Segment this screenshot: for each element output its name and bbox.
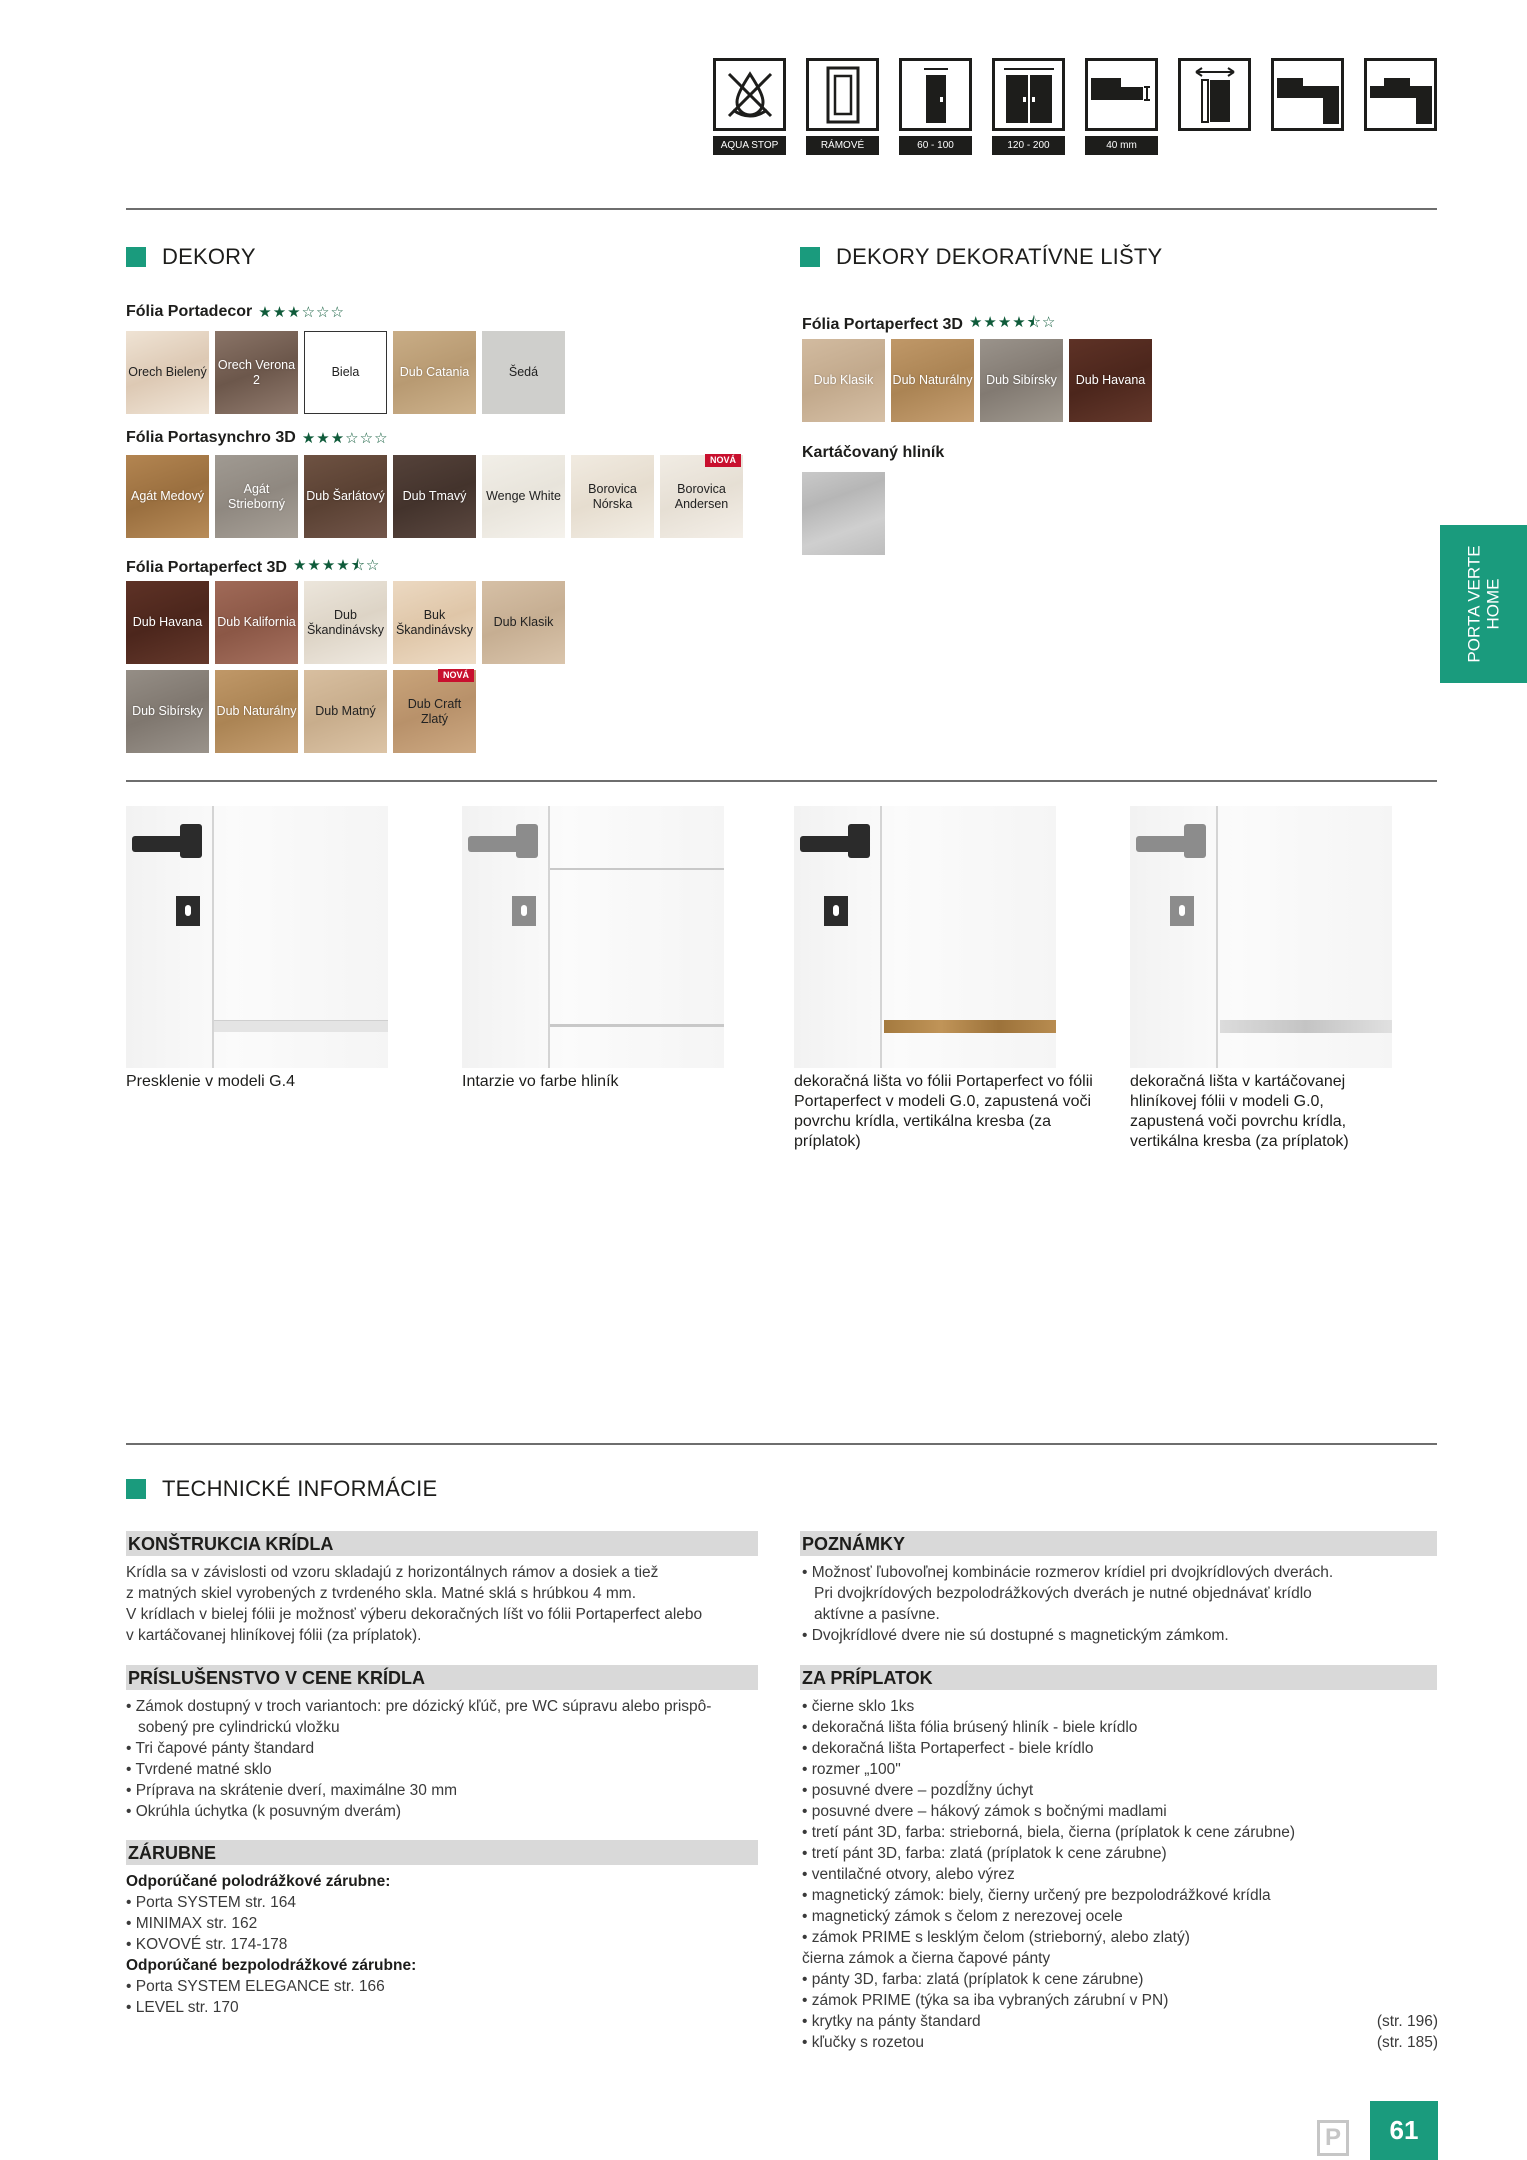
side-tab-text — [1465, 545, 1503, 662]
section-title-dekory — [126, 244, 256, 270]
section-title-text: DEKORY — [162, 244, 256, 269]
swatch-label: Dub Škandinávsky — [306, 607, 385, 637]
swatch-row-portaperfect-2 — [126, 670, 476, 753]
list-item-text: dekoračná lišta Portaperfect - biele krídlo — [811, 1740, 1094, 1757]
swatch-label: Orech Verona 2 — [217, 357, 296, 387]
list-item-text: posuvné dvere – hákový zámok s bočnými madlami — [811, 1803, 1167, 1820]
side-tab-line: HOME — [1483, 578, 1503, 630]
divider — [126, 780, 1437, 782]
swatch-label: Agát Strieborný — [228, 481, 285, 511]
section-title-text: DEKORY DEKORATÍVNE LIŠTY — [836, 244, 1163, 269]
list-item-text: rozmer „100" — [811, 1761, 901, 1778]
swatch[interactable] — [802, 339, 885, 422]
glass-strip — [214, 1020, 388, 1032]
rating-stars: ★★★★⯪☆ — [968, 314, 1057, 331]
subsection-title: Fólia Portaperfect 3D — [802, 315, 963, 333]
swatch[interactable] — [126, 331, 209, 414]
subsection-portadecor — [126, 303, 345, 321]
icon-cell — [899, 58, 972, 155]
section-title-listy — [800, 244, 1162, 270]
list-item-text: KOVOVÉ str. 174-178 — [135, 1936, 288, 1953]
swatch-label: Agát Medový — [131, 489, 204, 503]
list-item-with-ref — [802, 2032, 1438, 2053]
swatch-label: Dub Matný — [315, 704, 376, 718]
swatch-label: Šedá — [508, 365, 539, 379]
swatch-label: Borovica Andersen — [674, 481, 729, 511]
list-item: • zámok PRIME s lesklým čelom (strieborný, alebo zlatý) — [802, 1929, 1190, 1946]
inlay-line — [550, 868, 724, 870]
icon-cell — [1178, 58, 1251, 155]
icon-label: RÁMOVÉ — [806, 136, 879, 155]
swatch-row-portaperfect-1 — [126, 581, 565, 664]
icon-label: 60 - 100 — [899, 136, 972, 155]
swatch-label: Dub Tmavý — [402, 489, 467, 503]
list-item-text: čierne sklo 1ks — [811, 1698, 915, 1715]
swatch-label: Dub Havana — [132, 615, 203, 629]
list-subheading: Odporúčané bezpolodrážkové zárubne: — [126, 1957, 417, 1974]
door-edge — [880, 806, 882, 1068]
rating-stars: ★★★★⯪☆ — [292, 557, 381, 574]
swatch[interactable] — [393, 670, 476, 753]
photo-caption: dekoračná lišta vo fólii Portaperfect vo fólii Portaperfect v modeli G.0, zapustená voči povrchu krídla, vertikálna kresba (za príplatok) — [794, 1073, 1093, 1150]
swatch-label: Dub Naturálny — [216, 704, 297, 718]
swatch-label: Dub Havana — [1075, 373, 1146, 387]
door-side-width-icon — [1178, 58, 1251, 131]
subsection-title: Kartáčovaný hliník — [802, 444, 945, 461]
photo-caption: dekoračná lišta v kartáčovanej hliníkovej fólii v modeli G.0, zapustená voči povrchu krídla, vertikálna kresba (za príplatok) — [1130, 1073, 1349, 1150]
swatch[interactable] — [393, 455, 476, 538]
subsection-listy-portaperfect — [802, 312, 1056, 337]
door-handle-rose — [180, 824, 202, 858]
swatch-label: Dub Craft Zlatý — [407, 696, 462, 726]
icon-label: AQUA STOP — [713, 136, 786, 155]
list-item-text: Možnosť ľubovoľnej kombinácie rozmerov krídiel pri dvojkrídlových dverách. Pri dvojkrídových bezpolodrážkových dverách je nutné objednávať krídlo aktívne a pasívne. — [811, 1564, 1334, 1623]
tech-heading-priplatok — [800, 1665, 1437, 1690]
decor-strip — [884, 1020, 1056, 1033]
swatch-label: Dub Sibírsky — [986, 373, 1057, 387]
new-badge: NOVÁ — [705, 454, 741, 467]
swatch-label: Dub Sibírsky — [132, 704, 203, 718]
door-handle-rose — [1184, 824, 1206, 858]
list-item-text: posuvné dvere – pozdĺžny úchyt — [811, 1782, 1034, 1799]
decor-strip — [1220, 1020, 1392, 1033]
list-item-text: ventilačné otvory, alebo výrez — [811, 1866, 1015, 1883]
swatch-label: Borovica Nórska — [588, 481, 637, 511]
list-item: • ventilačné otvory, alebo výrez — [802, 1866, 1015, 1883]
door-edge — [548, 806, 550, 1068]
rating-stars: ★★★☆☆☆ — [301, 430, 389, 447]
list-item-with-ref — [802, 2011, 1438, 2032]
photo-caption: Presklenie v modeli G.4 — [126, 1073, 295, 1090]
list-item-text: kľučky s rozetou — [811, 2034, 924, 2051]
list-item: • tretí pánt 3D, farba: strieborná, biela, čierna (príplatok k cene zárubne) — [802, 1824, 1296, 1841]
swatch-row-portasynchro — [126, 455, 743, 538]
tech-heading-text: PRÍSLUŠENSTVO V CENE KRÍDLA — [128, 1668, 426, 1688]
tech-heading-text: KONŠTRUKCIA KRÍDLA — [128, 1534, 334, 1554]
swatch[interactable] — [304, 455, 387, 538]
door-handle-rose — [848, 824, 870, 858]
text-line: Krídla sa v závislosti od vzoru skladajú z horizontálnych rámov a dosiek a tiež — [126, 1564, 659, 1581]
tech-heading-prislusenstvo — [126, 1665, 758, 1690]
list-item: • LEVEL str. 170 — [126, 1999, 239, 2016]
photo-caption: Intarzie vo farbe hliník — [462, 1073, 619, 1090]
list-item-text: zámok PRIME s lesklým čelom (strieborný, alebo zlatý) — [811, 1929, 1190, 1946]
list-item-text: MINIMAX str. 162 — [135, 1915, 258, 1932]
list-item: • dekoračná lišta fólia brúsený hliník - biele krídlo — [802, 1719, 1138, 1736]
icon-cell — [1364, 58, 1437, 155]
tech-heading-zarubne — [126, 1840, 758, 1865]
subsection-title: Fólia Portasynchro 3D — [126, 429, 296, 446]
logo-letter: P — [1324, 2124, 1341, 2151]
door-thickness-icon — [1085, 58, 1158, 131]
side-tab-line: PORTA VERTE — [1464, 545, 1484, 663]
rating-stars: ★★★☆☆☆ — [258, 304, 345, 321]
list-item-text: magnetický zámok: biely, čierny určený pre bezpolodrážkové krídla — [811, 1887, 1271, 1904]
swatch-row-listy — [802, 339, 1152, 422]
icon-cell — [1085, 58, 1158, 155]
list-item: • pánty 3D, farba: zlatá (príplatok k cene zárubne) — [802, 1971, 1144, 1988]
swatch[interactable] — [304, 331, 387, 414]
list-item: • kľučky s rozetou — [802, 2034, 924, 2051]
swatch[interactable] — [215, 670, 298, 753]
tech-heading-text: ZÁRUBNE — [128, 1843, 216, 1863]
swatch-label: Dub Šarlátový — [306, 489, 385, 503]
swatch[interactable] — [126, 670, 209, 753]
prislusenstvo-list — [126, 1696, 756, 1822]
photo-detail — [462, 806, 724, 1068]
list-item-text: dekoračná lišta fólia brúsený hliník - biele krídlo — [811, 1719, 1138, 1736]
list-item-text: Porta SYSTEM str. 164 — [135, 1894, 296, 1911]
door-profile-icon — [1271, 58, 1344, 131]
list-item: • Možnosť ľubovoľnej kombinácie rozmerov krídiel pri dvojkrídlových dverách. Pri dvojkrídových bezpolodrážkových dverách je nutné objednávať krídlo aktívne a pasívne. — [802, 1564, 1334, 1623]
list-item: • Dvojkrídlové dvere nie sú dostupné s magnetickým zámkom. — [802, 1627, 1229, 1644]
door-profile-alt-icon — [1364, 58, 1437, 131]
list-item-text: Dvojkrídlové dvere nie sú dostupné s magnetickým zámkom. — [811, 1627, 1229, 1644]
subsection-portasynchro — [126, 429, 389, 447]
list-item: • Zámok dostupný v troch variantoch: pre dózický kľúč, pre WC súpravu alebo prispô-sobený pre cylindrickú vložku — [126, 1698, 712, 1736]
list-item-text: Tvrdené matné sklo — [135, 1761, 272, 1778]
icon-label: 120 - 200 — [992, 136, 1065, 155]
list-item: • tretí pánt 3D, farba: zlatá (príplatok k cene zárubne) — [802, 1845, 1167, 1862]
list-item: • krytky na pánty štandard — [802, 2013, 981, 2030]
list-item-text: LEVEL str. 170 — [135, 1999, 239, 2016]
list-item: • Tri čapové pánty štandard — [126, 1740, 315, 1757]
swatch[interactable] — [215, 455, 298, 538]
swatch[interactable] — [1069, 339, 1152, 422]
divider — [126, 1443, 1437, 1445]
aqua-stop-icon — [713, 58, 786, 131]
text-line: z matných skiel vyrobených z tvrdeného skla. Matné sklá s hrúbkou 4 mm. — [126, 1585, 636, 1602]
icon-cell — [713, 58, 786, 155]
list-item: • rozmer „100" — [802, 1761, 901, 1778]
keyhole-rose — [1170, 896, 1194, 926]
list-item-text: magnetický zámok s čelom z nerezovej ocele — [811, 1908, 1123, 1925]
feature-icons — [713, 58, 1437, 155]
page-number: 61 — [1370, 2101, 1438, 2160]
tech-heading-text: ZA PRÍPLATOK — [802, 1668, 933, 1688]
swatch[interactable] — [482, 581, 565, 664]
section-title-text: TECHNICKÉ INFORMÁCIE — [162, 1476, 438, 1501]
text-line: v kartáčovanej hliníkovej fólii (za príplatok). — [126, 1627, 422, 1644]
list-item-text: zámok PRIME (týka sa iba vybraných zárubní v PN) — [811, 1992, 1169, 2009]
keyhole-rose — [824, 896, 848, 926]
list-item: • MINIMAX str. 162 — [126, 1915, 258, 1932]
list-item-text: Zámok dostupný v troch variantoch: pre dózický kľúč, pre WC súpravu alebo prispô-sobený pre cylindrickú vložku — [135, 1698, 712, 1736]
swatch[interactable] — [215, 581, 298, 664]
section-marker — [800, 247, 820, 267]
divider — [126, 208, 1437, 210]
text-line: V krídlach v bielej fólii je možnosť výberu dekoračných líšt vo fólii Portaperfect alebo — [126, 1606, 703, 1623]
swatch-label: Wenge White — [486, 489, 561, 503]
subsection-title: Fólia Portadecor — [126, 303, 253, 320]
list-item: • magnetický zámok s čelom z nerezovej ocele — [802, 1908, 1123, 1925]
page-ref: (str. 185) — [1376, 2034, 1438, 2051]
swatch-label: Orech Bielený — [128, 365, 207, 379]
swatch-label: Dub Klasik — [813, 373, 874, 387]
icon-cell — [806, 58, 879, 155]
swatch-label: Dub Kalifornia — [217, 615, 296, 629]
tech-heading-text: POZNÁMKY — [802, 1534, 905, 1554]
list-item: • posuvné dvere – hákový zámok s bočnými madlami — [802, 1803, 1167, 1820]
list-item: • Tvrdené matné sklo — [126, 1761, 272, 1778]
swatch-brushed-aluminium[interactable] — [802, 472, 885, 555]
priplatok-list — [802, 1696, 1438, 2053]
swatch[interactable] — [482, 455, 565, 538]
poznamky-list — [802, 1562, 1342, 1646]
swatch-label: Dub Naturálny — [892, 373, 973, 387]
subsection-title: Fólia Portaperfect 3D — [126, 558, 287, 576]
swatch[interactable] — [126, 581, 209, 664]
list-item-text: Príprava na skrátenie dverí, maximálne 30 mm — [135, 1782, 458, 1799]
icon-cell — [1271, 58, 1344, 155]
keyhole-rose — [512, 896, 536, 926]
side-tab — [1440, 525, 1527, 683]
swatch-label: Dub Klasik — [493, 615, 554, 629]
list-item: • Okrúhla úchytka (k posuvným dverám) — [126, 1803, 402, 1820]
page-ref: (str. 196) — [1376, 2013, 1438, 2030]
swatch[interactable] — [215, 331, 298, 414]
door-handle-rose — [516, 824, 538, 858]
new-badge: NOVÁ — [438, 669, 474, 682]
list-item: • čierne sklo 1ks — [802, 1698, 915, 1715]
list-item-text: krytky na pánty štandard — [811, 2013, 981, 2030]
swatch[interactable] — [571, 455, 654, 538]
list-item-text: Porta SYSTEM ELEGANCE str. 166 — [135, 1978, 385, 1995]
list-item: • posuvné dvere – pozdĺžny úchyt — [802, 1782, 1034, 1799]
swatch-label: Dub Catania — [399, 365, 470, 379]
inlay-line — [550, 1024, 724, 1027]
swatch[interactable] — [482, 331, 565, 414]
double-door-width-icon — [992, 58, 1065, 131]
list-item: • magnetický zámok: biely, čierny určený pre bezpolodrážkové krídla — [802, 1887, 1271, 1904]
list-item: • zámok PRIME (týka sa iba vybraných zárubní v PN) — [802, 1992, 1169, 2009]
photo-detail — [794, 806, 1056, 1068]
subsection-portaperfect — [126, 555, 380, 580]
keyhole-rose — [176, 896, 200, 926]
porta-logo-icon — [1317, 2120, 1349, 2156]
zarubne-list — [126, 1871, 756, 2018]
tech-heading-poznamky — [800, 1531, 1437, 1556]
section-title-tech — [126, 1476, 437, 1502]
swatch[interactable] — [304, 581, 387, 664]
swatch[interactable] — [393, 331, 476, 414]
single-door-width-icon — [899, 58, 972, 131]
tech-heading-konstrukcia — [126, 1531, 758, 1556]
swatch[interactable] — [304, 670, 387, 753]
swatch[interactable] — [660, 455, 743, 538]
list-subheading: Odporúčané polodrážkové zárubne: — [126, 1873, 391, 1890]
list-item-text: tretí pánt 3D, farba: strieborná, biela, čierna (príplatok k cene zárubne) — [811, 1824, 1296, 1841]
list-item: • Príprava na skrátenie dverí, maximálne 30 mm — [126, 1782, 458, 1799]
swatch[interactable] — [126, 455, 209, 538]
list-item: • Porta SYSTEM ELEGANCE str. 166 — [126, 1978, 385, 1995]
icon-label: 40 mm — [1085, 136, 1158, 155]
door-edge — [1216, 806, 1218, 1068]
photo-detail — [1130, 806, 1392, 1068]
list-item-text: Tri čapové pánty štandard — [135, 1740, 315, 1757]
subsection-hlinik — [802, 444, 944, 462]
list-item-text: Okrúhla úchytka (k posuvným dverám) — [135, 1803, 402, 1820]
swatch-label: Biela — [331, 365, 360, 379]
konstrukcia-text — [126, 1562, 766, 1646]
list-item: • dekoračná lišta Portaperfect - biele krídlo — [802, 1740, 1094, 1757]
swatch[interactable] — [393, 581, 476, 664]
section-marker — [126, 247, 146, 267]
photo-detail — [126, 806, 388, 1068]
list-item-text: tretí pánt 3D, farba: zlatá (príplatok k cene zárubne) — [811, 1845, 1167, 1862]
list-item: • Porta SYSTEM str. 164 — [126, 1894, 296, 1911]
icon-cell — [992, 58, 1065, 155]
swatch[interactable] — [891, 339, 974, 422]
frame-door-icon — [806, 58, 879, 131]
plain-line: čierna zámok a čierna čapové pánty — [802, 1950, 1051, 1967]
swatch-label: Buk Škandinávsky — [395, 607, 474, 637]
section-marker — [126, 1479, 146, 1499]
list-item: • KOVOVÉ str. 174-178 — [126, 1936, 288, 1953]
swatch-row-portadecor — [126, 331, 565, 414]
swatch[interactable] — [980, 339, 1063, 422]
list-item-text: pánty 3D, farba: zlatá (príplatok k cene zárubne) — [811, 1971, 1144, 1988]
